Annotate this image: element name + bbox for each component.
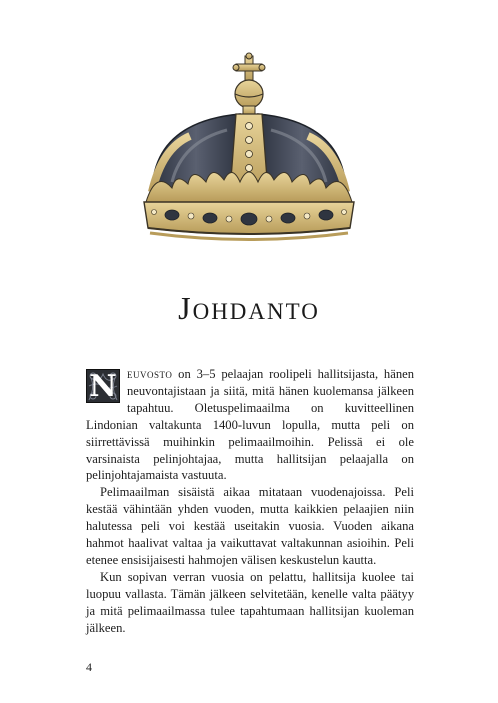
- paragraph-1-text: on 3–5 pelaajan roolipeli hallitsijasta, hänen neuvontajistaan ja siitä, mitä hänen kuolemansa jälkeen tapahtuu. Oletuspelimaailma on kuvitteellinen Lindonian valtakunta 1400-luvun lopulla, mutta peli on siirrettävissä muihinkin pelimaailmoihin. Pelissä ei ole varsinaista pelinjohtajaa, mutta hallitsijan pelaajalla on pelinjohtajamaista vastuuta.: [86, 367, 414, 483]
- cross-icon: [233, 53, 265, 82]
- orb-icon: [235, 80, 263, 114]
- title-rest: OHDANTO: [192, 299, 320, 324]
- page-number: 4: [86, 660, 92, 674]
- title-initial: J: [178, 290, 193, 326]
- drop-cap: [86, 369, 120, 403]
- paragraph-1: [86, 366, 414, 484]
- drop-cap-letter: N: [89, 369, 117, 403]
- intro-text: [86, 366, 414, 637]
- paragraph-2: Pelimaailman sisäistä aikaa mitataan vuodenajoissa. Peli kestää vähintään yhden vuoden, mutta kaikkien pelaajien niin halutessa peli voi kestää useitakin vuosia. Vuoden aikana hahmot haalivat valtaa ja vaikuttavat valtakunnan asioihin. Peli etenee ensisijaisesti hahmojen välisen keskustelun kautta.: [86, 485, 414, 567]
- crown-illustration: [132, 52, 366, 244]
- first-word: euvosto: [127, 367, 173, 381]
- chapter-title: [0, 290, 498, 327]
- paragraph-3: Kun sopivan verran vuosia on pelattu, hallitsija kuolee tai luopuu vallasta. Tämän jälkeen selvitetään, kenelle valta päätyy ja mitä pelimaailmassa tulee tapahtumaan hallitsijan kuoleman jälkeen.: [86, 569, 414, 635]
